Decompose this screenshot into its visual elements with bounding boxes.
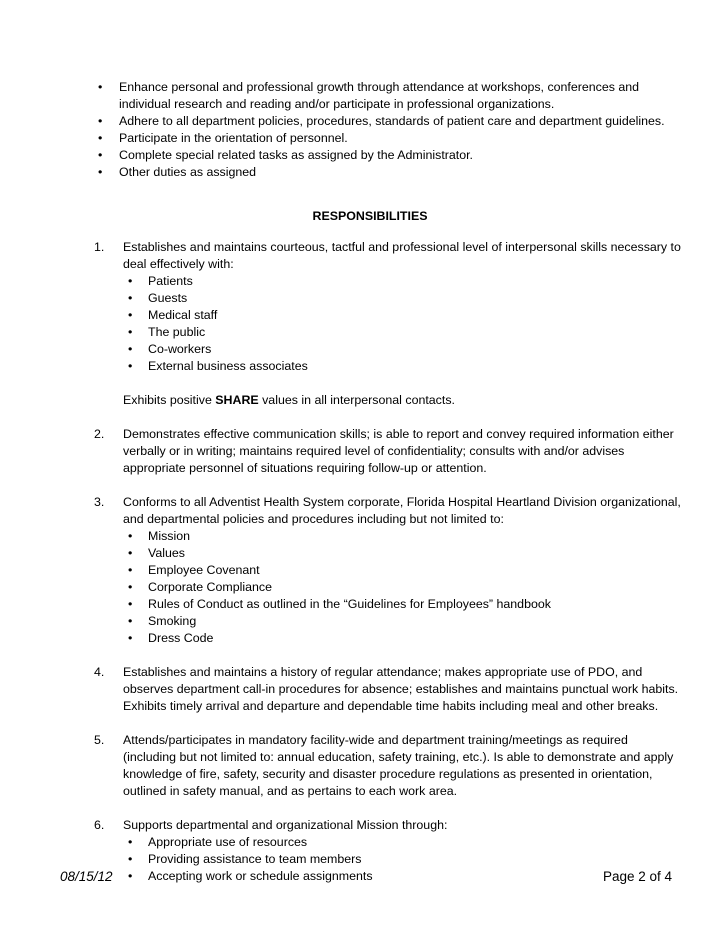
bullet-text: Smoking: [148, 614, 197, 628]
share-text-after: values in all interpersonal contacts.: [258, 393, 455, 407]
bullet-icon: •: [128, 274, 133, 288]
bullet-icon: •: [128, 563, 133, 577]
bullet-text: Other duties as assigned: [119, 165, 257, 179]
bullet-text: Corporate Compliance: [148, 580, 272, 594]
top-bullet-list: [92, 79, 682, 181]
list-item: [123, 630, 684, 647]
list-item: [123, 290, 684, 307]
bullet-text: Values: [148, 546, 185, 560]
bullet-text: Rules of Conduct as outlined in the “Guidelines for Employees” handbook: [148, 597, 551, 611]
item-text: Demonstrates effective communication skills; is able to report and convey required information either verbally or in writing; maintains required level of confidentiality; consults with and/or advises appropriate personnel of situations requiring follow-up or attention.: [123, 427, 674, 475]
bullet-icon: •: [128, 614, 133, 628]
item-number: 1.: [94, 240, 105, 254]
list-item: [123, 358, 684, 375]
list-item: [92, 113, 682, 130]
bullet-icon: •: [128, 852, 133, 866]
bullet-text: Appropriate use of resources: [148, 835, 308, 849]
bullet-text: Mission: [148, 529, 190, 543]
sub-bullet-list: [123, 528, 684, 647]
bullet-icon: •: [98, 131, 103, 145]
responsibilities-list: [94, 239, 684, 885]
list-item: [123, 562, 684, 579]
bullet-text: Providing assistance to team members: [148, 852, 362, 866]
bullet-icon: •: [98, 165, 103, 179]
bullet-icon: •: [128, 291, 133, 305]
responsibility-item-1: [94, 239, 684, 409]
bullet-text: Participate in the orientation of personnel.: [119, 131, 348, 145]
sub-bullet-list: [123, 834, 684, 885]
bullet-text: Co-workers: [148, 342, 212, 356]
bullet-icon: •: [128, 308, 133, 322]
share-values-line: [123, 392, 684, 409]
footer-date: 08/15/12: [60, 869, 113, 884]
bullet-text: Enhance personal and professional growth through attendance at workshops, conferences and individual research and reading and/or participate in professional organizations.: [119, 80, 640, 111]
list-item: [123, 868, 684, 885]
bullet-icon: •: [128, 342, 133, 356]
bullet-icon: •: [128, 597, 133, 611]
list-item: [92, 147, 682, 164]
bullet-text: Dress Code: [148, 631, 214, 645]
responsibility-item-4: [94, 664, 684, 715]
item-number: 5.: [94, 733, 105, 747]
responsibility-item-2: [94, 426, 684, 477]
list-item: [123, 528, 684, 545]
list-item: [92, 130, 682, 147]
item-number: 6.: [94, 818, 105, 832]
item-number: 3.: [94, 495, 105, 509]
bullet-icon: •: [128, 835, 133, 849]
item-text: Supports departmental and organizational Mission through:: [123, 818, 448, 832]
bullet-icon: •: [128, 546, 133, 560]
item-number: 4.: [94, 665, 105, 679]
bullet-icon: •: [128, 529, 133, 543]
bullet-text: Accepting work or schedule assignments: [148, 869, 373, 883]
bullet-icon: •: [98, 148, 103, 162]
bullet-icon: •: [128, 359, 133, 373]
bullet-icon: •: [128, 580, 133, 594]
responsibility-item-6: [94, 817, 684, 885]
section-heading: RESPONSIBILITIES: [312, 209, 428, 223]
list-item: [92, 79, 682, 113]
footer-page-number: Page 2 of 4: [602, 869, 672, 884]
share-bold: SHARE: [215, 393, 259, 407]
item-number: 2.: [94, 427, 105, 441]
list-item: [123, 613, 684, 630]
bullet-icon: •: [98, 114, 103, 128]
bullet-text: Medical staff: [148, 308, 218, 322]
list-item: [123, 834, 684, 851]
bullet-text: Complete special related tasks as assigned by the Administrator.: [119, 148, 474, 162]
bullet-icon: •: [98, 80, 103, 94]
list-item: [123, 307, 684, 324]
bullet-icon: •: [128, 325, 133, 339]
bullet-text: Guests: [148, 291, 188, 305]
bullet-icon: •: [128, 631, 133, 645]
list-item: [123, 579, 684, 596]
bullet-text: External business associates: [148, 359, 308, 373]
responsibility-item-5: [94, 732, 684, 800]
item-text: Attends/participates in mandatory facility-wide and department training/meetings as required (including but not limited to: annual education, safety training, etc.). Is able to demonstrate and apply knowledge of fire, safety, security and disaster procedure regulations as presented in orientation, outlined in safety manual, and as pertains to each work area.: [123, 733, 674, 798]
bullet-text: Adhere to all department policies, procedures, standards of patient care and department guidelines.: [119, 114, 665, 128]
item-text: Establishes and maintains a history of regular attendance; makes appropriate use of PDO, and observes department call-in procedures for absence; establishes and maintains punctual work habits. Exhibits timely arrival and departure and dependable time habits including meal and other breaks.: [123, 665, 679, 713]
list-item: [123, 341, 684, 358]
list-item: [92, 164, 682, 181]
list-item: [123, 596, 684, 613]
list-item: [123, 324, 684, 341]
bullet-text: Employee Covenant: [148, 563, 260, 577]
sub-bullet-list: [123, 273, 684, 375]
list-item: [123, 851, 684, 868]
share-text-before: Exhibits positive: [123, 393, 216, 407]
bullet-text: The public: [148, 325, 206, 339]
list-item: [123, 545, 684, 562]
responsibility-item-3: [94, 494, 684, 647]
bullet-icon: •: [128, 869, 133, 883]
list-item: [123, 273, 684, 290]
bullet-text: Patients: [148, 274, 193, 288]
item-text: Conforms to all Adventist Health System corporate, Florida Hospital Heartland Division organizational, and departmental policies and procedures including but not limited to:: [123, 495, 681, 526]
item-text: Establishes and maintains courteous, tactful and professional level of interpersonal skills necessary to deal effectively with:: [123, 240, 681, 271]
